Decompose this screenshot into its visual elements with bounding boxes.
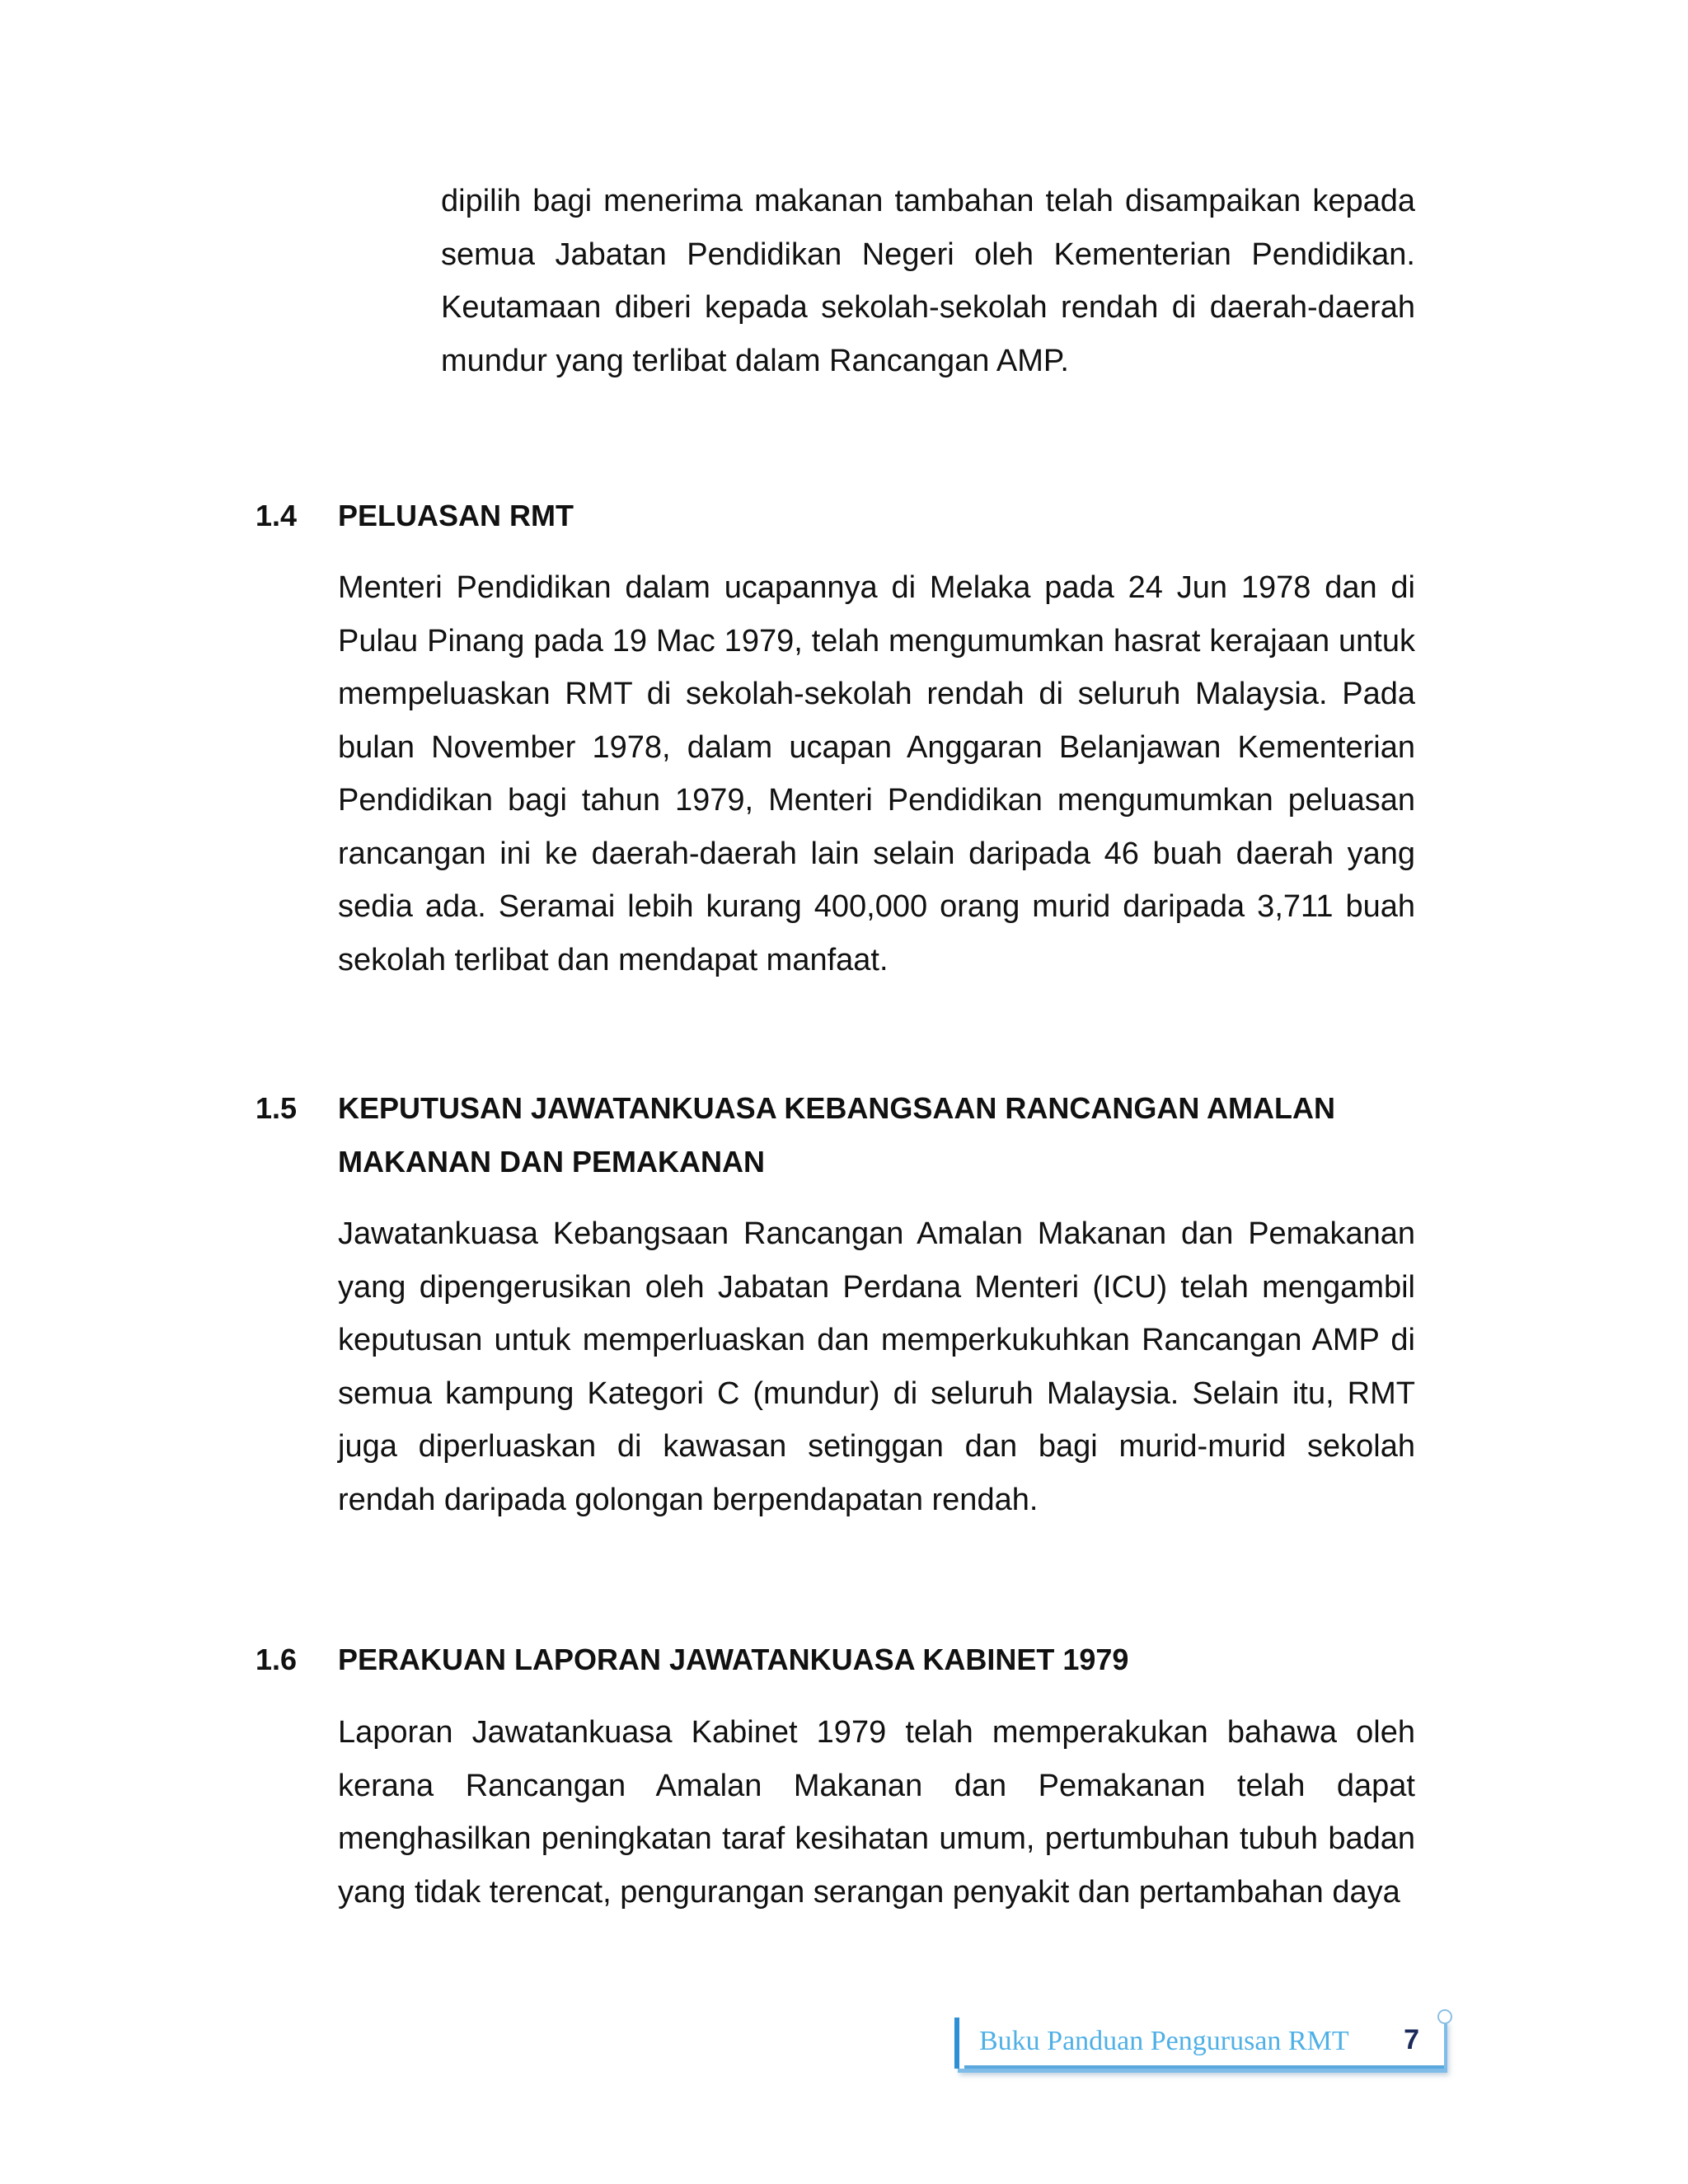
section-body: Laporan Jawatankuasa Kabinet 1979 telah memperakukan bahawa oleh kerana Rancangan Amalan Makanan dan Pemakanan telah dapat menghasilkan peningkatan taraf kesihatan umum, pertumbuhan tubuh badan yang tidak terencat, pengurangan serangan penyakit dan pertambahan daya [338, 1715, 1415, 1910]
footer-underline [964, 2065, 1444, 2069]
section-title: KEPUTUSAN JAWATANKUASA KEBANGSAAN RANCANGAN AMALAN MAKANAN DAN PEMAKANAN [338, 1091, 1335, 1179]
section-body: Jawatankuasa Kebangsaan Rancangan Amalan Makanan dan Pemakanan yang dipengerusikan oleh Jabatan Perdana Menteri (ICU) telah mengambil keputusan untuk memperluaskan dan memperkukuhkan Rancangan AMP di semua kampung Kategori C (mundur) di seluruh Malaysia. Selain itu, RMT juga diperluaskan di kawasan setinggan dan bagi murid-murid sekolah rendah daripada golongan berpendapatan rendah. [338, 1216, 1415, 1517]
section-number: 1.6 [256, 1643, 298, 1676]
section-body: Menteri Pendidikan dalam ucapannya di Melaka pada 24 Jun 1978 dan di Pulau Pinang pada 19 Mac 1979, telah mengumumkan hasrat kerajaan untuk mempeluaskan RMT di sekolah-sekolah rendah di seluruh Malaysia. Pada bulan November 1978, dalam ucapan Anggaran Belanjawan Kementerian Pendidikan bagi tahun 1979, Menteri Pendidikan mengumumkan peluasan rancangan ini ke daerah-daerah lain selain daripada 46 buah daerah yang sedia ada. Seramai lebih kurang 400,000 orang murid daripada 3,711 buah sekolah terlibat dan mendapat manfaat. [338, 570, 1415, 977]
section-number: 1.4 [256, 499, 298, 532]
section-number: 1.5 [256, 1091, 298, 1125]
footer-title: Buku Panduan Pengurusan RMT [979, 2026, 1349, 2056]
page-number: 7 [1404, 2024, 1419, 2055]
intro-paragraph: dipilih bagi menerima makanan tambahan telah disampaikan kepada semua Jabatan Pendidikan Negeri oleh Kementerian Pendidikan. Keutamaan diberi kepada sekolah-sekolah rendah di daerah-daerah mundur yang terlibat dalam Rancangan AMP. [441, 184, 1415, 378]
section-title: PELUASAN RMT [338, 499, 574, 532]
page-footer [954, 2018, 1444, 2069]
section-title: PERAKUAN LAPORAN JAWATANKUASA KABINET 1979 [338, 1643, 1129, 1676]
scroll-curl-decoration [1437, 2009, 1452, 2024]
